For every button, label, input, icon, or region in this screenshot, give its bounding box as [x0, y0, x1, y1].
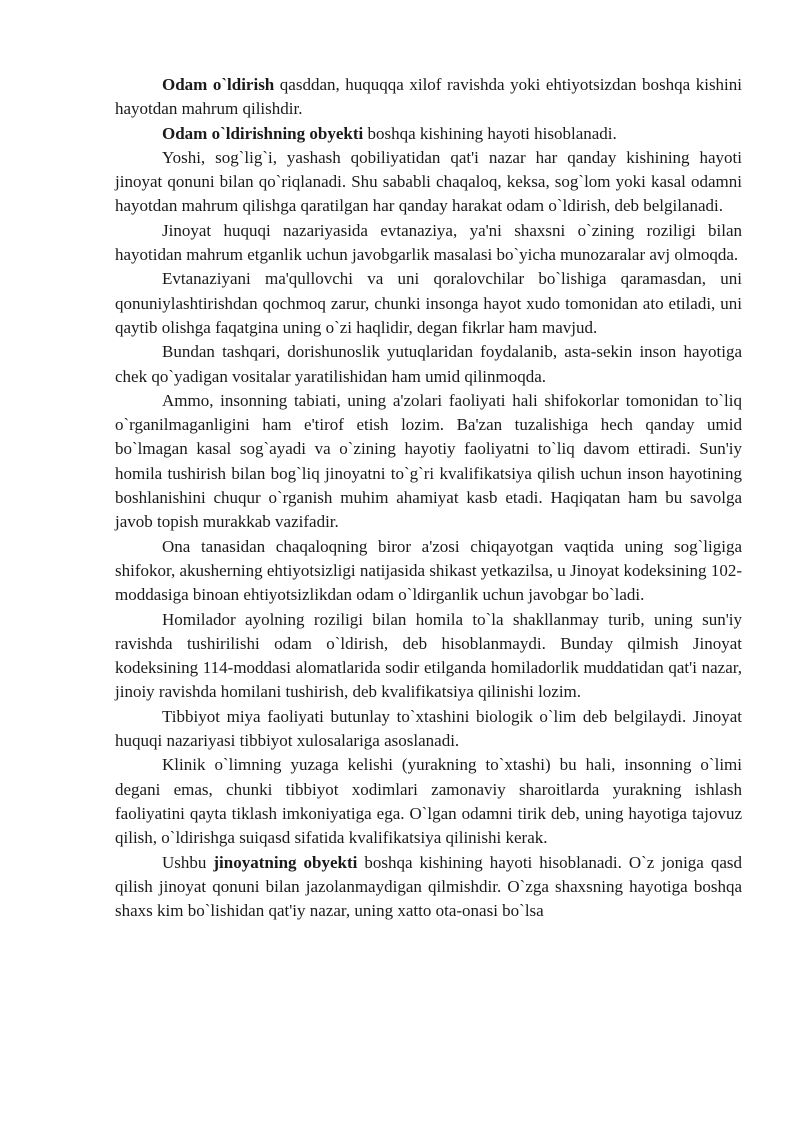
- paragraph-1: [115, 73, 742, 122]
- paragraph-6: Bundan tashqari, dorishunoslik yutuqlaridan foydalanib, asta-sekin inson hayotiga chek qo`yadigan vositalar yaratilishidan ham umid qilinmoqda.: [115, 342, 742, 386]
- paragraph-4: Jinoyat huquqi nazariyasida evtanaziya, ya'ni shaxsni o`zining roziligi bilan hayotidan mahrum etganlik uchun javobgarlik masalasi bo`yicha munozaralar avj olmoqda.: [115, 220, 742, 265]
- paragraph-text: qasddan, huquqqa xilof ravishda yoki ehtiyotsizdan boshqa kishini hayotdan mahrum qilishdir.: [115, 75, 743, 119]
- paragraph-2: [115, 122, 742, 146]
- paragraph-8: Ona tanasidan chaqaloqning biror a'zosi chiqayotgan vaqtida uning sog`ligiga shifokor, akusherning ehtiyotsizligi natijasida shikast yetkazilsa, u Jinoyat kodeksining 102-moddasiga binoan ehtiyotsizlikdan odam o`ldirganlik uchun javobgar bo`ladi.: [115, 536, 742, 605]
- paragraph-12: [115, 851, 742, 924]
- paragraph-11: Klinik o`limning yuzaga kelishi (yurakning to`xtashi) bu hali, insonning o`limi degani emas, chunki tibbiyot xodimlari zamonaviy sharoitlarda yurakning ishlash faoliyatini qayta tiklash imkoniyatiga ega. O`lgan odamni tirik deb, uning hayotiga tajovuz qilish, o`ldirishga suiqasd sifatida kvalifikatsiya qilinishi kerak.: [115, 755, 742, 848]
- document-page: [115, 73, 742, 923]
- paragraph-5: Evtanaziyani ma'qullovchi va uni qoralovchilar bo`lishiga qaramasdan, uni qonuniylashtirishdan qochmoq zarur, chunki insonga hayot xudo tomonidan ato etiladi, uni qaytib olishga faqatgina uning o`zi haqlidir, degan fikrlar ham mavjud.: [115, 269, 742, 337]
- paragraph-7: Ammo, insonning tabiati, uning a'zolari faoliyati hali shifokorlar tomonidan to`liq o`rganilmaganligini ham e'tirof etish lozim. Ba'zan tuzalishiga hech qanday umid bo`lmagan kasal sog`ayadi va o`zining hayotiy faoliyatni to`liq davom ettiradi. Sun'iy homila tushirish bilan bog`liq jinoyatni to`g`ri kvalifikatsiya qilish uchun inson hayotining boshlanishini chuqur o`rganish muhim ahamiyat kasb etadi. Haqiqatan ham bu savolga javob topish murakkab vazifadir.: [115, 390, 742, 532]
- paragraph-3: Yoshi, sog`lig`i, yashash qobiliyatidan qat'i nazar har qanday kishining hayoti jinoyat qonuni bilan qo`riqlanadi. Shu sababli chaqaloq, keksa, sog`lom yoki kasal odamni hayotdan mahrum qilishga qaratilgan har qanday harakat odam o`ldirish, deb belgilanadi.: [115, 147, 742, 216]
- paragraph-text-before: Ushbu: [162, 852, 214, 872]
- term-jinoyatning-obyekti: jinoyatning obyekti: [213, 852, 358, 872]
- term-odam-oldirishning-obyekti: Odam o`ldirishning obyekti: [162, 123, 364, 143]
- term-odam-oldirish: Odam o`ldirish: [162, 75, 275, 94]
- paragraph-text: boshqa kishining hayoti hisoblanadi. O`z joniga qasd qilish jinoyat qonuni bilan jazolanmaydigan qilmishdir. O`zga shaxsning hayotiga boshqa shaxs kim bo`lishidan qat'iy nazar, uning xatto ota-onasi bo`lsa: [115, 852, 742, 921]
- paragraph-9: Homilador ayolning roziligi bilan homila to`la shakllanmay turib, uning sun'iy ravishda tushirilishi odam o`ldirish, deb hisoblanmaydi. Bunday qilmish Jinoyat kodeksining 114-moddasi alomatlarida sodir etilganda homiladorlik muddatidan qat'i nazar, jinoiy ravishda homilani tushirish, deb kvalifikatsiya qilinishi lozim.: [115, 609, 742, 702]
- paragraph-10: Tibbiyot miya faoliyati butunlay to`xtashini biologik o`lim deb belgilaydi. Jinoyat huquqi nazariyasi tibbiyot xulosalariga asoslanadi.: [115, 706, 742, 751]
- paragraph-text: boshqa kishining hayoti hisoblanadi.: [363, 123, 617, 143]
